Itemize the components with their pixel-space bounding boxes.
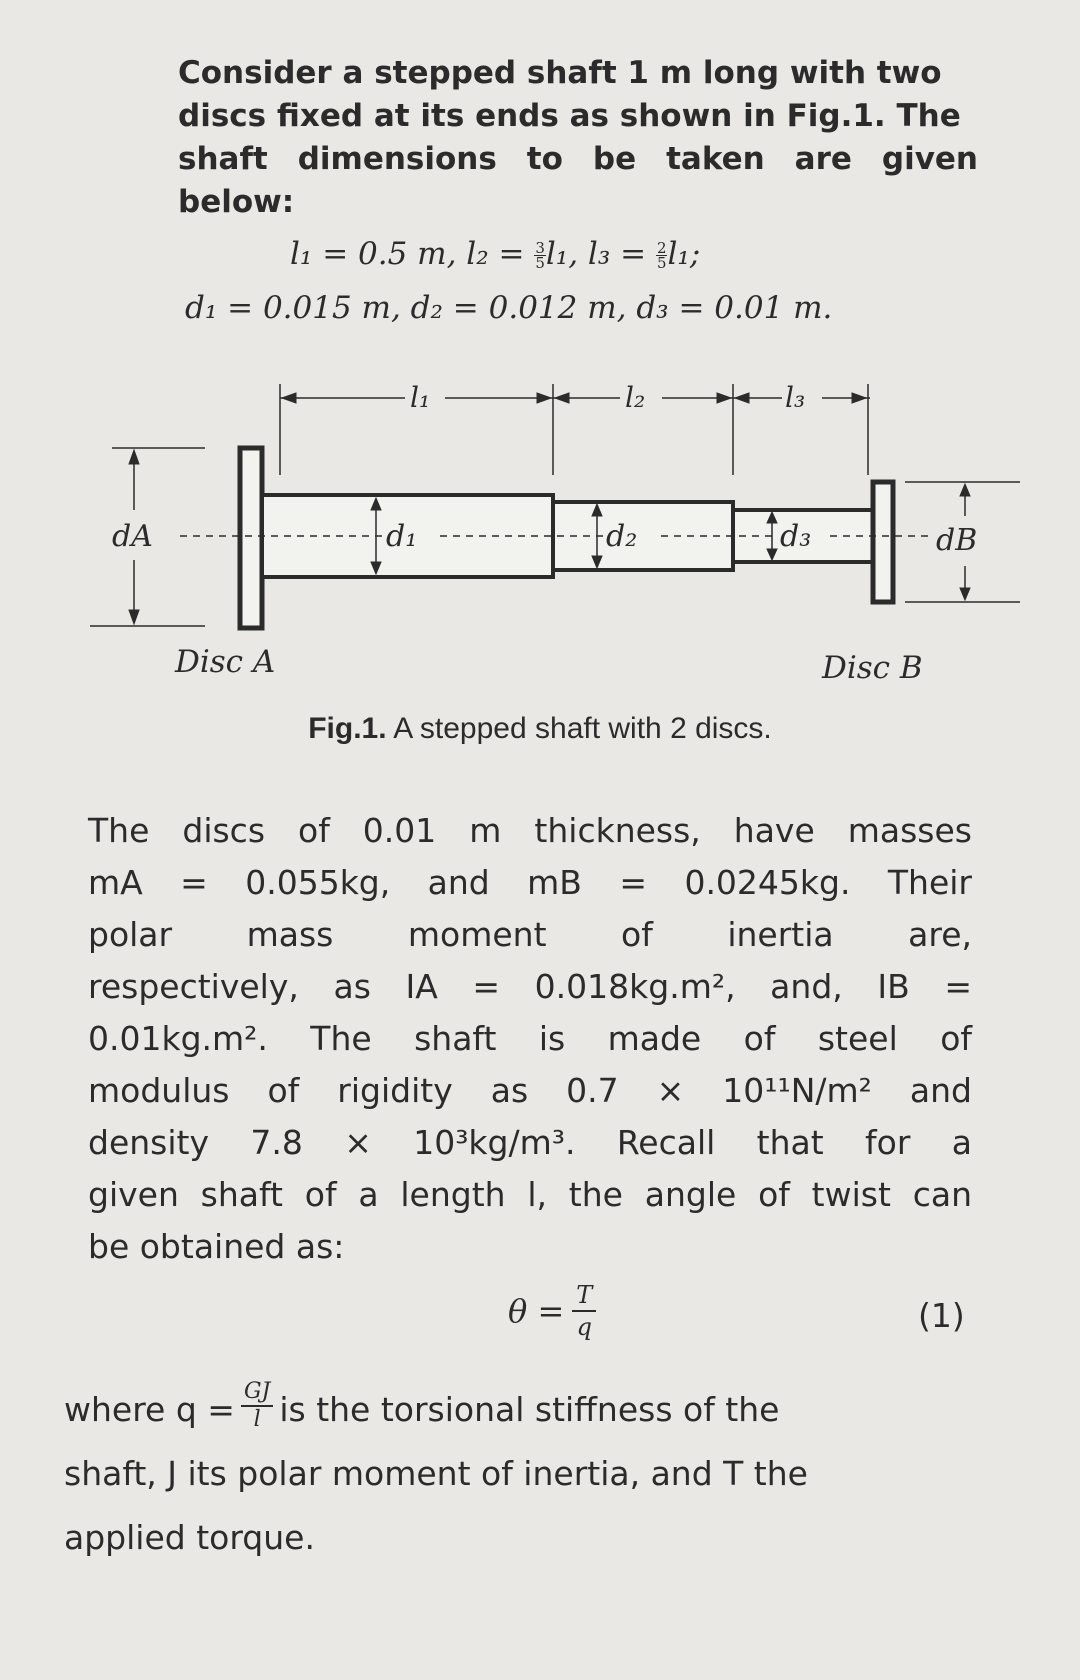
disc-a-label: Disc A <box>175 644 276 680</box>
l2-fraction-num: 3 <box>535 239 545 257</box>
da-up-arrow <box>129 450 139 464</box>
body-line-3: polar mass moment of inertia are, <box>88 915 972 954</box>
closing-line-1 <box>64 1378 970 1442</box>
body-line-5: 0.01kg.m². The shaft is made of steel of <box>88 1019 972 1058</box>
label-d1: d₁ <box>386 519 418 554</box>
body-line-1: The discs of 0.01 m thickness, have masses <box>88 811 972 850</box>
diameters-equation: d₁ = 0.015 m, d₂ = 0.012 m, d₃ = 0.01 m. <box>185 290 833 326</box>
da-down-arrow <box>129 610 139 624</box>
equation-1-denominator: q <box>576 1313 592 1341</box>
l3-left-arrow <box>735 393 749 403</box>
label-l1: l₁ <box>410 381 431 414</box>
disc-b-label: Disc B <box>822 650 923 686</box>
l3-suffix: l₁; <box>667 236 701 272</box>
stepped-shaft-figure <box>0 360 1080 710</box>
body-line-6: modulus of rigidity as 0.7 × 10¹¹N/m² and <box>88 1071 972 1110</box>
closing-where: where q = <box>64 1390 235 1429</box>
intro-paragraph <box>178 52 978 224</box>
equation-1-fraction <box>572 1280 596 1342</box>
label-l2: l₂ <box>625 381 646 414</box>
body-line-2: mA = 0.055kg, and mB = 0.0245kg. Their <box>88 863 972 902</box>
db-up-arrow <box>960 484 970 496</box>
equation-1-numerator: T <box>572 1280 596 1312</box>
closing-line-3: applied torque. <box>64 1518 315 1557</box>
caption-text: A stepped shaft with 2 discs. <box>386 712 772 745</box>
l3-right-arrow <box>852 393 866 403</box>
stiffness-numerator: GJ <box>241 1379 273 1407</box>
disc-b-shape <box>873 482 893 602</box>
l2-right-arrow <box>717 393 731 403</box>
body-paragraph <box>88 805 972 1273</box>
equation-1 <box>508 1280 596 1342</box>
disc-a-shape <box>240 448 262 628</box>
caption-label: Fig.1. <box>308 712 387 745</box>
intro-line-3: shaft dimensions to be taken are given below: <box>178 141 978 220</box>
lengths-equation <box>290 236 700 272</box>
intro-line-1: Consider a stepped shaft 1 m long with two <box>178 55 942 91</box>
stiffness-fraction <box>241 1379 273 1433</box>
body-line-7: density 7.8 × 10³kg/m³. Recall that for a <box>88 1123 972 1162</box>
intro-line-2: discs fixed at its ends as shown in Fig.1. The <box>178 98 961 134</box>
label-d2: d₂ <box>606 519 638 554</box>
l3-fraction-num: 2 <box>656 239 667 257</box>
label-d3: d₃ <box>780 519 812 554</box>
equation-1-number: (1) <box>918 1296 965 1335</box>
body-line-4: respectively, as IA = 0.018kg.m², and, IB = <box>88 967 972 1006</box>
body-line-8: given shaft of a length l, the angle of twist can <box>88 1175 972 1214</box>
lengths-prefix: l₁ = 0.5 m, l₂ = <box>290 236 535 272</box>
db-down-arrow <box>960 588 970 600</box>
l1-right-arrow <box>537 393 551 403</box>
body-line-9: be obtained as: <box>88 1227 345 1266</box>
l3-fraction <box>656 241 668 270</box>
l2-suffix: l₁, l₃ = <box>545 236 656 272</box>
label-dA: dA <box>112 519 153 554</box>
label-dB: dB <box>936 523 978 558</box>
l2-fraction-den: 5 <box>535 254 545 272</box>
l3-fraction-den: 5 <box>656 254 667 272</box>
equation-1-lhs: θ = <box>508 1292 565 1330</box>
l2-left-arrow <box>555 393 569 403</box>
closing-after-fraction: is the torsional stiffness of the <box>279 1390 780 1429</box>
label-l3: l₃ <box>785 381 806 414</box>
l2-fraction <box>534 241 546 270</box>
stiffness-denominator: l <box>253 1406 261 1432</box>
closing-line-2: shaft, J its polar moment of inertia, and T the <box>64 1454 808 1493</box>
figure-caption <box>0 712 1080 746</box>
l1-left-arrow <box>282 393 296 403</box>
closing-paragraph <box>64 1378 970 1570</box>
